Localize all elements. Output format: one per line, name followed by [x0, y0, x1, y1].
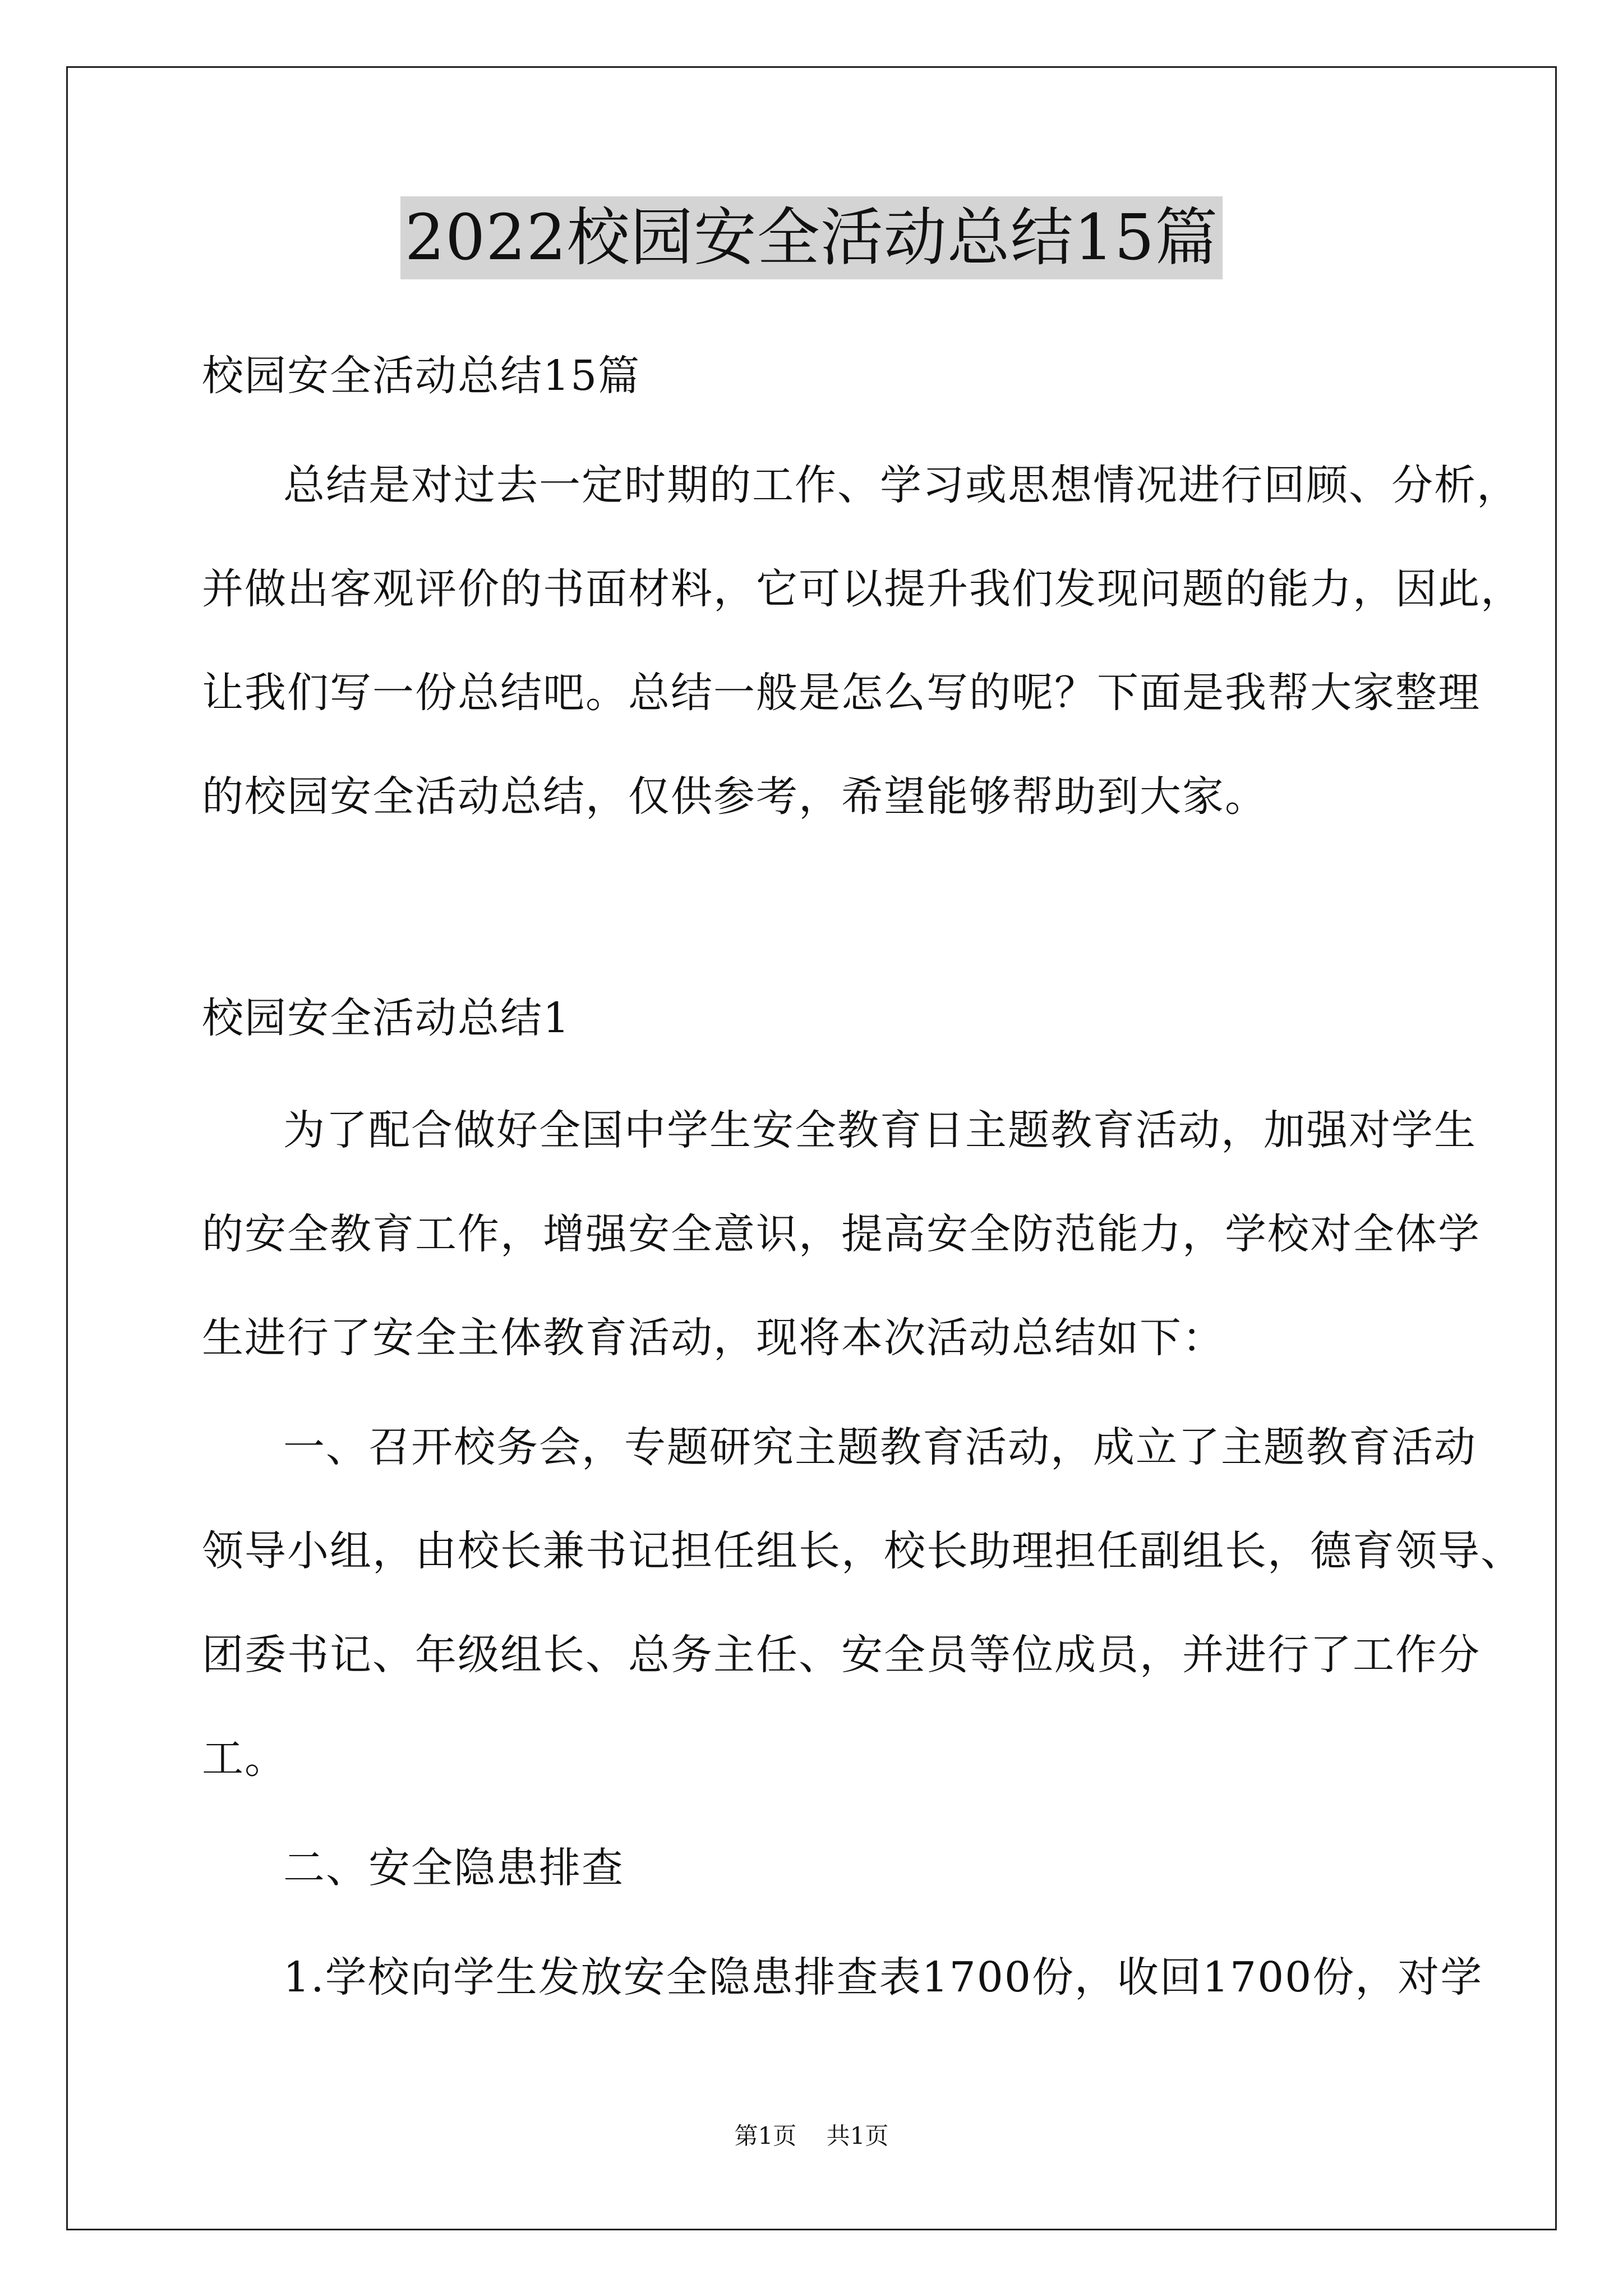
para2-line-1: 一、召开校务会，专题研究主题教育活动，成立了主题教育活动: [283, 1423, 1477, 1471]
para2-line-2: 领导小组，由校长兼书记担任组长，校长助理担任副组长，德育领导、: [202, 1527, 1523, 1575]
document-subtitle: 校园安全活动总结15篇: [202, 352, 641, 400]
page-number-total: 共1页: [826, 2122, 889, 2150]
section-heading: 校园安全活动总结1: [202, 994, 571, 1042]
para1-line-2: 的安全教育工作，增强安全意识，提高安全防范能力，学校对全体学: [202, 1210, 1481, 1258]
intro-line-2: 并做出客观评价的书面材料，它可以提升我们发现问题的能力，因此，: [202, 565, 1523, 613]
para1-line-1: 为了配合做好全国中学生安全教育日主题教育活动，加强对学生: [283, 1106, 1477, 1154]
page-footer: [0, 2120, 1623, 2152]
page-number-current: 第1页: [734, 2122, 797, 2150]
intro-line-1: 总结是对过去一定时期的工作、学习或思想情况进行回顾、分析，: [283, 461, 1519, 509]
para2-line-3: 团委书记、年级组长、总务主任、安全员等位成员，并进行了工作分: [202, 1631, 1481, 1679]
para2-line-4: 工。: [202, 1734, 287, 1783]
para3-line-1: 二、安全隐患排查: [283, 1844, 624, 1892]
title-container: [0, 196, 1623, 279]
para4-line-1: 1.学校向学生发放安全隐患排查表1700份，收回1700份，对学: [283, 1953, 1483, 2001]
para1-line-3: 生进行了安全主体教育活动，现将本次活动总结如下：: [202, 1314, 1225, 1362]
intro-line-3: 让我们写一份总结吧。总结一般是怎么写的呢？下面是我帮大家整理: [202, 669, 1481, 717]
intro-line-4: 的校园安全活动总结，仅供参考，希望能够帮助到大家。: [202, 772, 1267, 821]
document-title: 2022校园安全活动总结15篇: [400, 196, 1223, 279]
